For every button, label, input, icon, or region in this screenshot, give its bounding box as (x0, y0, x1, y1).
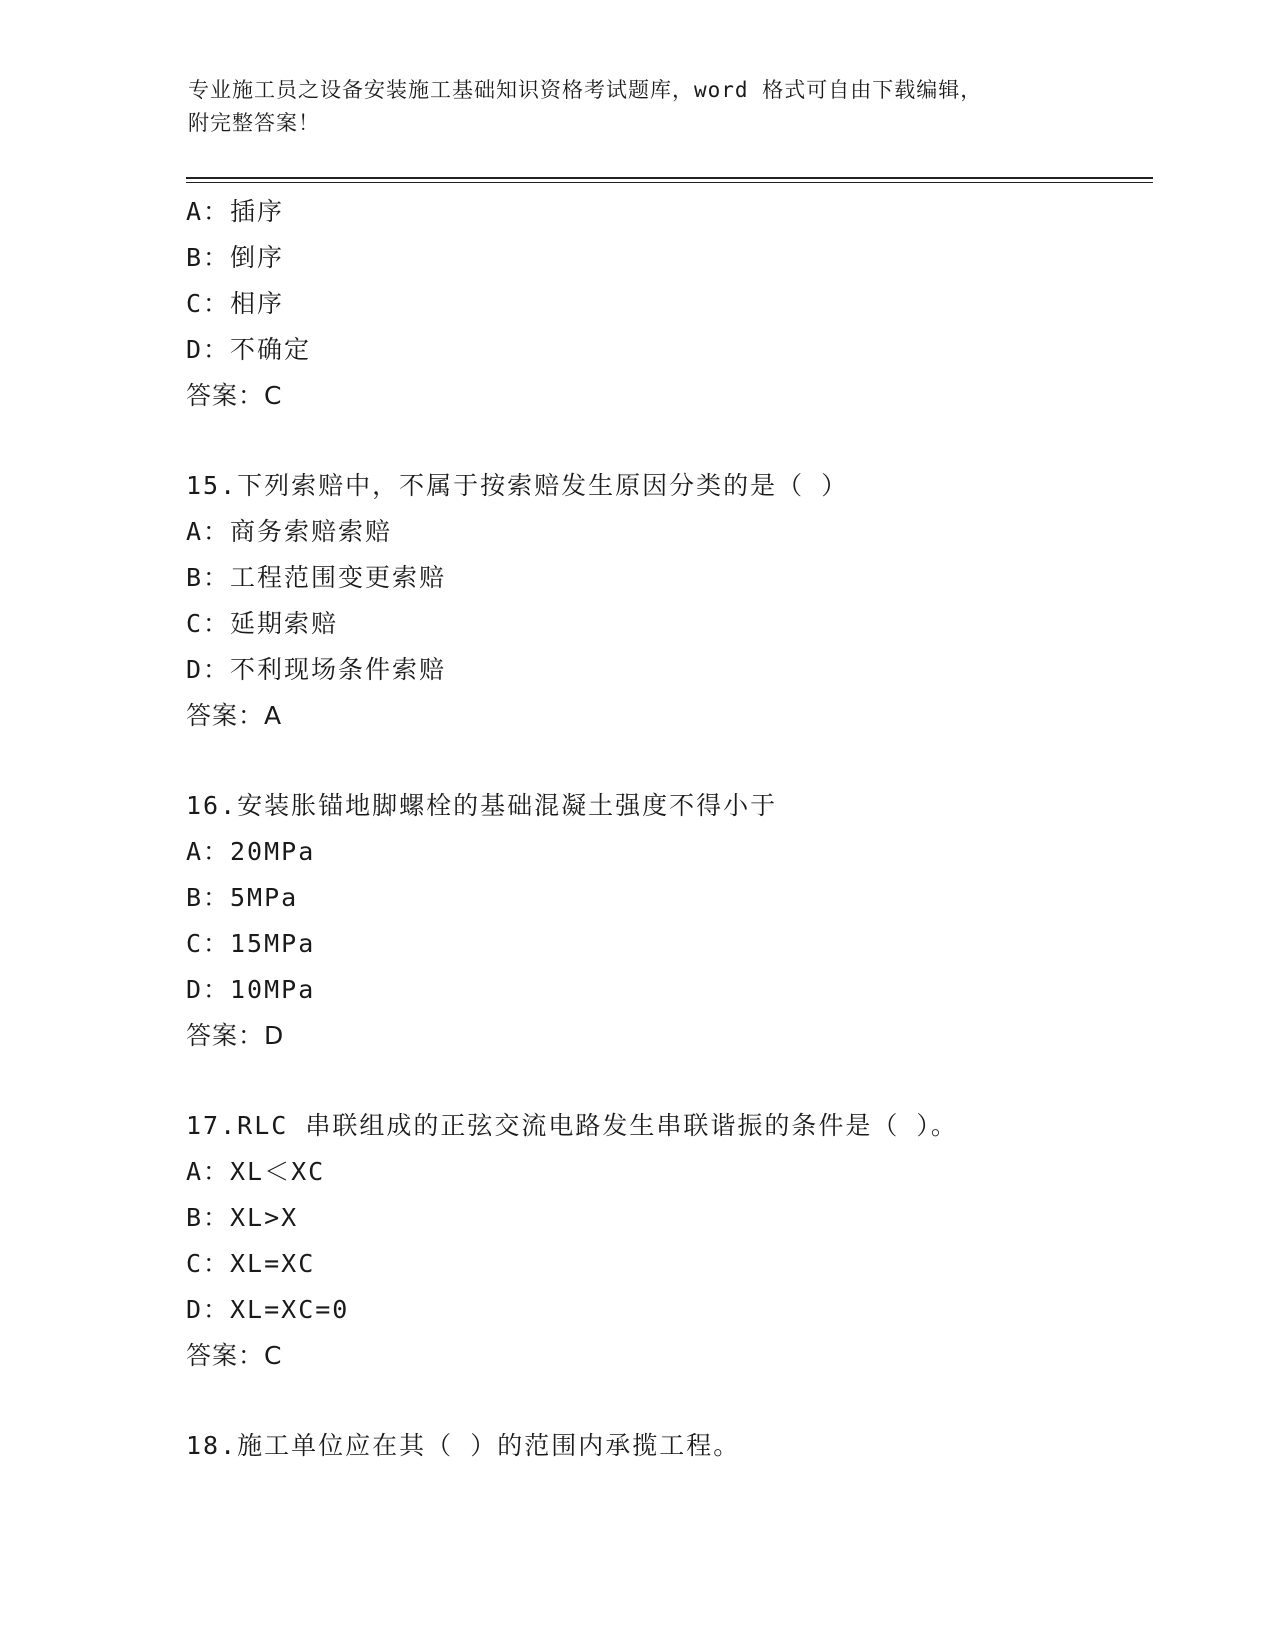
question-stem: 15.下列索赔中，不属于按索赔发生原因分类的是（ ） (186, 471, 849, 500)
option-label: D： (186, 975, 231, 1004)
option-a (186, 189, 1146, 235)
option-label: A： (186, 1157, 231, 1186)
option-label: B： (186, 883, 231, 912)
option-label: B： (186, 563, 231, 592)
option-text: 插序 (230, 197, 285, 226)
option-label: B： (186, 1203, 231, 1232)
option-label: A： (186, 517, 231, 546)
option-a (186, 829, 1146, 875)
option-text: XL＜XC (230, 1157, 326, 1186)
option-text: 商务索赔索赔 (230, 517, 393, 546)
option-label: D： (186, 655, 231, 684)
question-stem: 17.RLC 串联组成的正弦交流电路发生串联谐振的条件是（ ）。 (186, 1111, 958, 1140)
option-text: 20MPa (230, 837, 316, 866)
option-label: C： (186, 929, 231, 958)
option-b (186, 235, 1146, 281)
document-header (188, 74, 1088, 140)
option-c (186, 1241, 1146, 1287)
option-label: C： (186, 289, 231, 318)
option-b (186, 875, 1146, 921)
option-d (186, 1287, 1146, 1333)
option-b (186, 555, 1146, 601)
option-d (186, 647, 1146, 693)
question-block-16 (186, 783, 1146, 1059)
option-label: D： (186, 335, 231, 364)
answer-line: 答案：C (186, 1341, 283, 1370)
question-stem: 16.安装胀锚地脚螺栓的基础混凝土强度不得小于 (186, 791, 778, 820)
option-text: 5MPa (230, 883, 299, 912)
option-label: A： (186, 197, 231, 226)
option-c (186, 921, 1146, 967)
option-label: C： (186, 609, 231, 638)
answer-line: 答案：D (186, 1021, 285, 1050)
option-label: C： (186, 1249, 231, 1278)
option-text: 相序 (230, 289, 285, 318)
answer-line: 答案：C (186, 381, 283, 410)
option-label: A： (186, 837, 231, 866)
option-text: XL>X (230, 1203, 299, 1232)
option-b (186, 1195, 1146, 1241)
option-text: XL=XC (230, 1249, 316, 1278)
question-stem: 18.施工单位应在其（ ）的范围内承揽工程。 (186, 1431, 741, 1460)
answer-line: 答案：A (186, 701, 283, 730)
header-divider-thick (186, 177, 1153, 179)
header-line-2: 附完整答案！ (188, 111, 320, 135)
question-block-18 (186, 1423, 1146, 1469)
question-block-15 (186, 463, 1146, 739)
question-block-17 (186, 1103, 1146, 1379)
option-label: D： (186, 1295, 231, 1324)
header-line-1: 专业施工员之设备安装施工基础知识资格考试题库，word 格式可自由下载编辑， (188, 78, 983, 102)
question-block-14 (186, 189, 1146, 419)
option-d (186, 967, 1146, 1013)
option-a (186, 1149, 1146, 1195)
option-d (186, 327, 1146, 373)
option-label: B： (186, 243, 231, 272)
option-text: 工程范围变更索赔 (230, 563, 447, 592)
option-a (186, 509, 1146, 555)
option-text: XL=XC=0 (230, 1295, 350, 1324)
option-text: 不确定 (230, 335, 312, 364)
option-text: 10MPa (230, 975, 316, 1004)
option-text: 延期索赔 (230, 609, 339, 638)
header-divider-thin (186, 182, 1153, 183)
question-list (186, 189, 1146, 1469)
option-text: 倒序 (230, 243, 285, 272)
option-text: 不利现场条件索赔 (230, 655, 447, 684)
option-text: 15MPa (230, 929, 316, 958)
option-c (186, 601, 1146, 647)
option-c (186, 281, 1146, 327)
